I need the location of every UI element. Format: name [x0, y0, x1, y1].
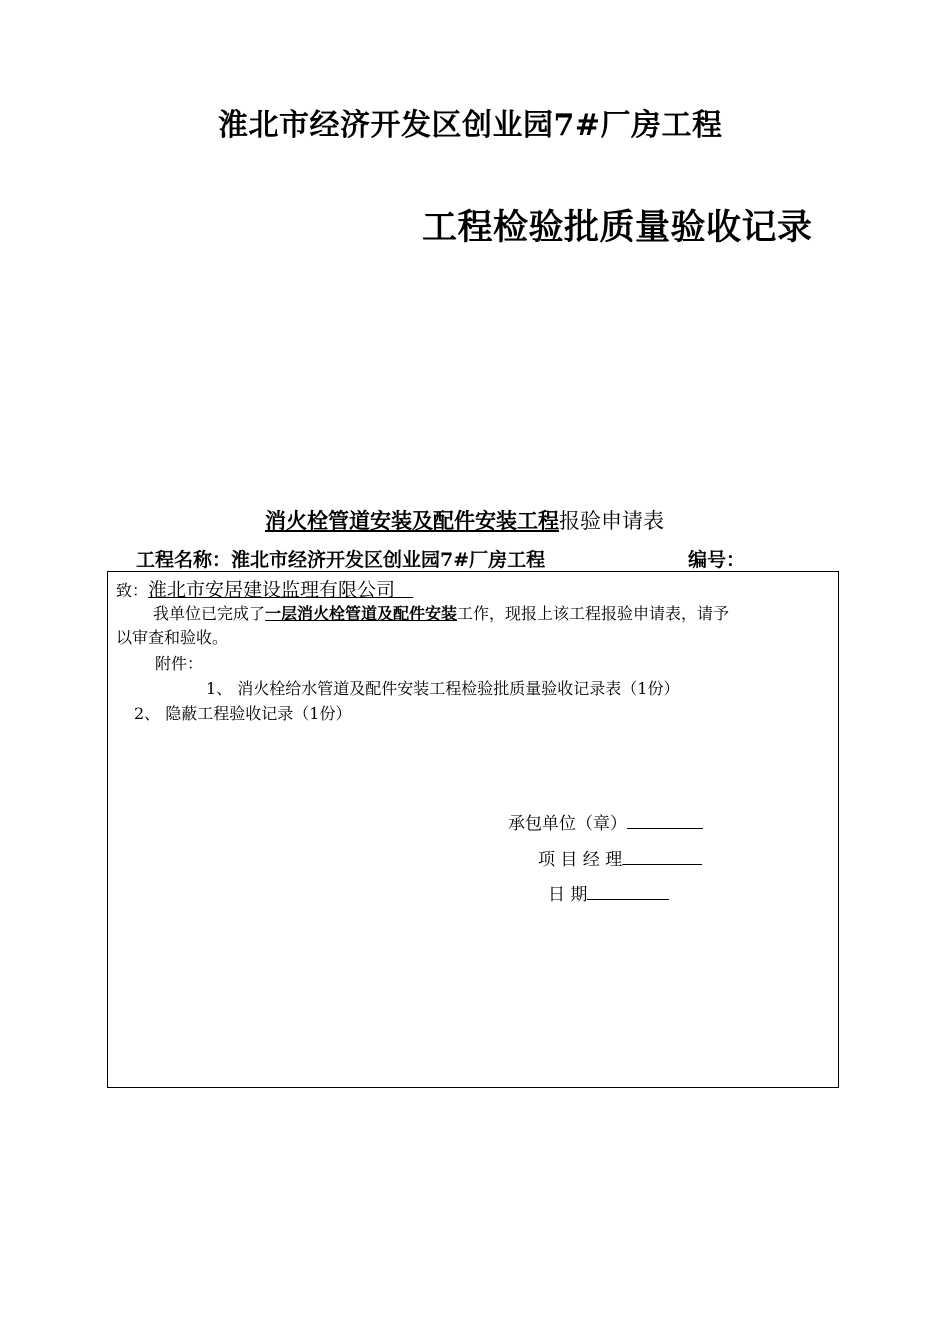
document-title: 淮北市经济开发区创业园7#厂房工程	[218, 108, 723, 143]
manager-signature-row	[538, 845, 702, 870]
attachment-item-2: 2、 隐蔽工程验收记录（1份）	[134, 704, 352, 723]
addressee-line	[116, 575, 413, 602]
statement-line-1	[153, 601, 729, 624]
document-subtitle: 工程检验批质量验收记录	[422, 207, 813, 248]
statement-line-2: 以审查和验收。	[116, 628, 229, 647]
form-title	[265, 505, 664, 535]
statement-suffix: 工作，现报上该工程报验申请表，请予	[457, 604, 730, 623]
date-label: 日 期	[548, 885, 588, 905]
project-name-row	[136, 545, 545, 572]
manager-blank	[622, 848, 702, 865]
project-name-value: 淮北市经济开发区创业园7#厂房工程	[231, 549, 546, 571]
project-name-label: 工程名称：	[136, 549, 232, 571]
contractor-label: 承包单位（章）	[508, 814, 627, 834]
addressee-value: 淮北市安居建设监理有限公司	[148, 579, 396, 601]
attachment-item-1: 1、 消火栓给水管道及配件安装工程检验批质量验收记录表（1份）	[206, 679, 680, 698]
manager-label: 项 目 经 理	[538, 850, 623, 870]
addressee-label: 致：	[116, 581, 149, 600]
form-title-suffix: 报验申请表	[559, 509, 664, 533]
number-label: 编号：	[688, 549, 746, 571]
addressee-underline-tail	[395, 579, 413, 601]
date-blank	[587, 883, 669, 900]
attachments-label: 附件：	[155, 654, 204, 673]
contractor-blank	[627, 812, 703, 829]
statement-prefix: 我单位已完成了	[153, 604, 266, 623]
form-body-box	[107, 571, 839, 1088]
date-signature-row	[548, 880, 669, 905]
form-title-work-name: 消火栓管道安装及配件安装工程	[265, 508, 559, 533]
statement-work-item: 一层消火栓管道及配件安装	[265, 604, 458, 623]
contractor-signature-row	[508, 809, 703, 834]
